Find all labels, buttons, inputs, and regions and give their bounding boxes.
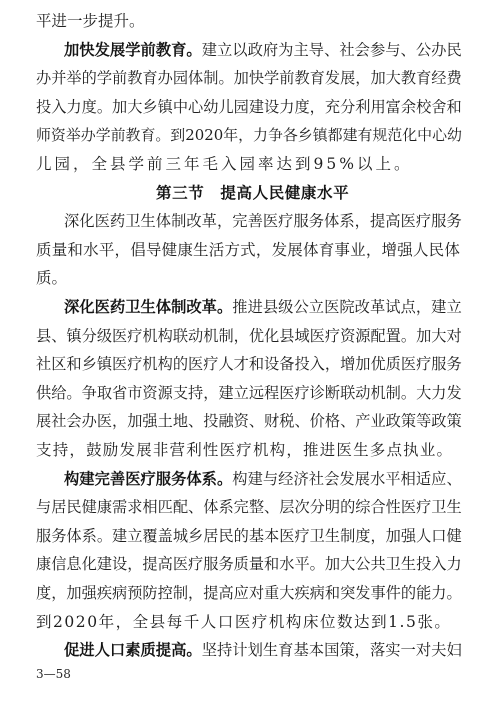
text-line-15: 支持，鼓励发展非营利性医疗机构，推进医生多点执业。 xyxy=(36,441,454,459)
text-line-3: 办并举的学前教育办园体制。加快学前教育发展，加大教育经费 xyxy=(36,69,462,87)
text-line-1: 平进一步提升。 xyxy=(36,12,145,30)
text-line-10: 深化医药卫生体制改革。推进县级公立医院改革试点，建立 xyxy=(64,298,462,316)
text-line-5: 师资举办学前教育。到2020年，力争各乡镇都建有规范化中心幼 xyxy=(36,126,462,144)
text-line-16: 构建完善医疗服务体系。构建与经济社会发展水平相适应、 xyxy=(64,470,462,488)
text-line-22: 促进人口素质提高。坚持计划生育基本国策，落实一对夫妇 xyxy=(64,641,462,659)
text-line-14: 展社会办医，加强土地、投融资、财税、价格、产业政策等政策 xyxy=(36,412,462,430)
section-heading: 第三节 提高人民健康水平 xyxy=(156,182,350,202)
text-line-17: 与居民健康需求相匹配、体系完整、层次分明的综合性医疗卫生 xyxy=(36,498,462,516)
text-line-4: 投入力度。加大乡镇中心幼儿园建设力度，充分利用富余校舍和 xyxy=(36,98,462,116)
text-line-2: 加快发展学前教育。建立以政府为主导、社会参与、公办民 xyxy=(64,41,462,59)
text-line-12: 社区和乡镇医疗机构的医疗人才和设备投入，增加优质医疗服务 xyxy=(36,355,462,373)
text-line-11: 县、镇分级医疗机构联动机制，优化县域医疗资源配置。加大对 xyxy=(36,327,462,345)
page-number: 3—58 xyxy=(36,667,71,681)
text-line-18: 服务体系。建立覆盖城乡居民的基本医疗卫生制度，加强人口健 xyxy=(36,527,462,545)
text-line-20: 度，加强疾病预防控制，提高应对重大疾病和突发事件的能力。 xyxy=(36,584,462,602)
text-line-9: 质。 xyxy=(36,269,68,287)
paragraph-lead: 加快发展学前教育。 xyxy=(64,41,202,59)
text-line-13: 供给。争取省市资源支持，建立远程医疗诊断联动机制。大力发 xyxy=(36,384,462,402)
paragraph-lead: 构建完善医疗服务体系。 xyxy=(64,470,233,488)
text-line-7: 深化医药卫生体制改革，完善医疗服务体系，提高医疗服务 xyxy=(64,212,462,230)
paragraph-lead: 深化医药卫生体制改革。 xyxy=(64,298,233,316)
text-line-6: 儿园，全县学前三年毛入园率达到95%以上。 xyxy=(36,155,413,173)
paragraph-lead: 促进人口素质提高。 xyxy=(64,641,202,659)
text-line-21: 到2020年，全县每千人口医疗机构床位数达到1.5张。 xyxy=(36,613,452,631)
text-line-8: 质量和水平，倡导健康生活方式，发展体育事业，增强人民体 xyxy=(36,241,461,259)
text-line-19: 康信息化建设，提高医疗服务质量和水平。加大公共卫生投入力 xyxy=(36,555,462,573)
